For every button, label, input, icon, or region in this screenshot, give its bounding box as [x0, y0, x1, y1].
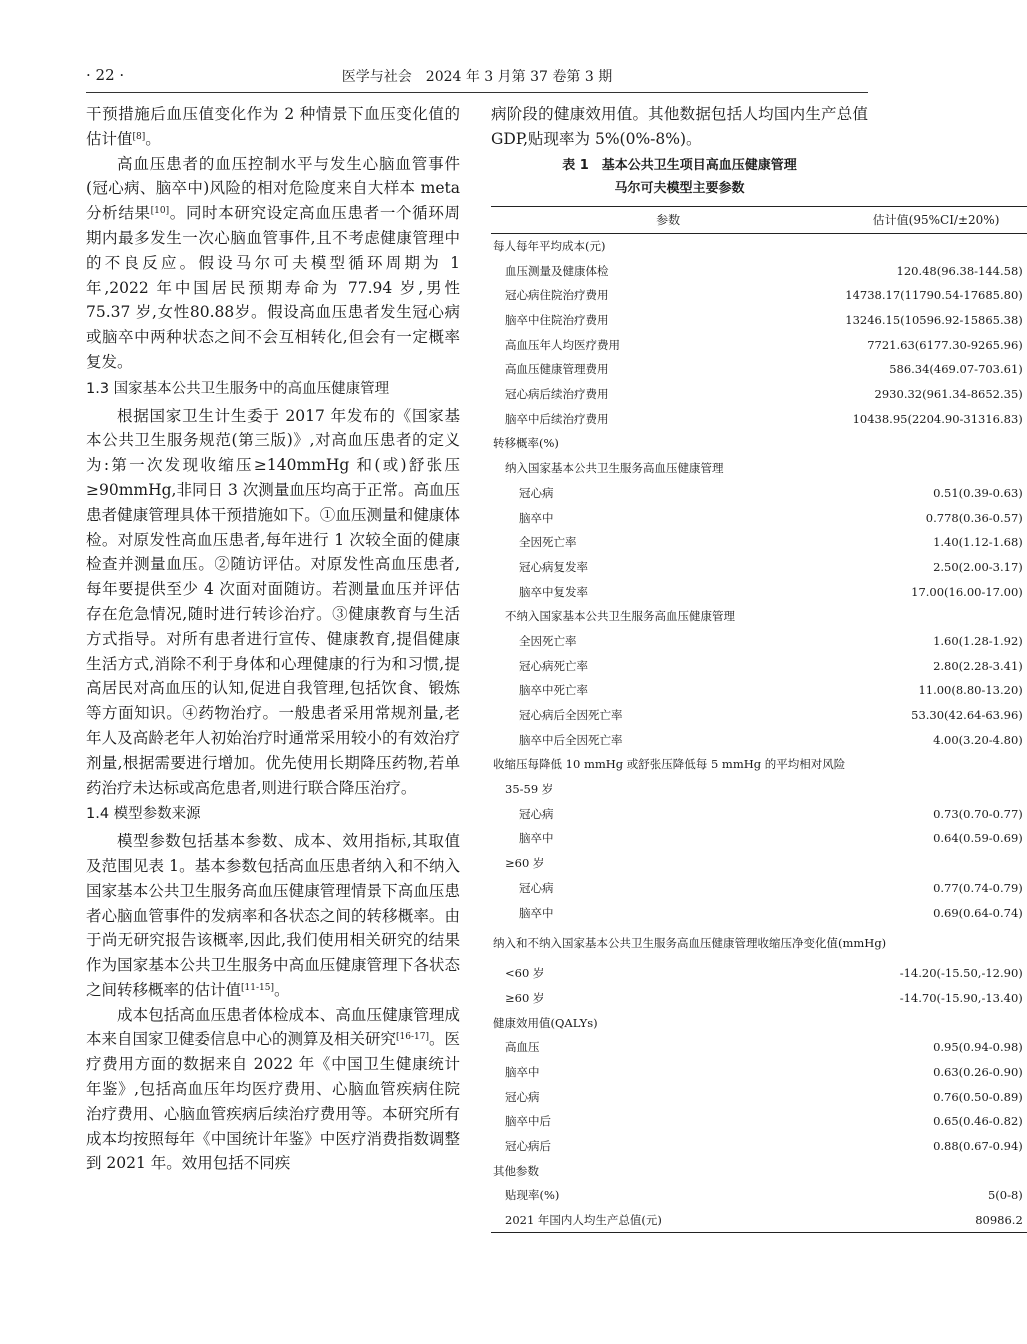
table-row: [491, 925, 1027, 961]
body-paragraph: [86, 404, 460, 801]
header-rule: [86, 92, 868, 93]
parameter-value: 0.88(0.67-0.94): [933, 1139, 1023, 1153]
parameter-label: 冠心病: [505, 1089, 540, 1104]
table-row: [491, 826, 1027, 851]
table-row: [491, 961, 1027, 986]
table-row: [491, 1109, 1027, 1134]
parameter-label: 脑卒中: [519, 510, 554, 525]
paragraph-text: 。同时本研究设定高血压患者一个循环周期内最多发生一次心脑血管事件,且不考虑健康管理中的不良反应。假设马尔可夫模型循环周期为 1 年,2022 年中国居民预期寿命为 77.94 岁,男性 75.37 岁,女性80.88岁。假设高血压患者发生冠心病或脑卒中两种状态之间不会互相转化,但会有一定概率复发。: [86, 204, 460, 371]
parameter-label: <60 岁: [505, 966, 545, 981]
parameter-value: 80986.2: [845, 1208, 1026, 1233]
parameter-value: [845, 233, 1026, 258]
table-row: [491, 1060, 1027, 1085]
parameter-value: 11.00(8.80-13.20): [918, 683, 1023, 698]
parameter-value: 2.80(2.28-3.41): [933, 658, 1023, 673]
parameter-value: [845, 604, 1026, 629]
body-paragraph: [86, 152, 460, 375]
parameter-label: 血压测量及健康体检: [505, 263, 609, 278]
parameter-value: 0.778(0.36-0.57): [925, 510, 1023, 525]
column-header-estimate: 估计值(95%CI/±20%): [845, 206, 1026, 233]
parameter-label: 不纳入国家基本公共卫生服务高血压健康管理: [505, 609, 735, 624]
parameter-label: 脑卒中死亡率: [519, 683, 588, 698]
parameter-value: [845, 1158, 1026, 1183]
parameter-value: 0.65(0.46-0.82): [933, 1114, 1023, 1129]
parameter-value: 0.63(0.26-0.90): [933, 1064, 1023, 1079]
parameter-label: 冠心病后续治疗费用: [505, 387, 609, 402]
table-row: [491, 332, 1027, 357]
parameter-value: [845, 777, 1026, 802]
parameter-label: 脑卒中住院治疗费用: [505, 313, 609, 327]
table-row: [491, 875, 1027, 900]
parameter-label: 脑卒中后续治疗费用: [505, 411, 609, 426]
parameter-value: 0.95(0.94-0.98): [933, 1040, 1023, 1055]
parameter-label: 35-59 岁: [505, 782, 554, 797]
table-row: [491, 986, 1027, 1011]
parameter-label: 冠心病后全因死亡率: [519, 708, 623, 722]
table-row: [491, 505, 1027, 530]
citation-ref: [16-17]: [396, 1032, 429, 1043]
table-row: [491, 283, 1027, 308]
parameter-label: 冠心病: [519, 485, 554, 500]
parameter-label: 纳入国家基本公共卫生服务高血压健康管理: [505, 461, 724, 476]
citation-ref: [10]: [150, 206, 170, 217]
parameter-value: [845, 456, 1026, 481]
table-row: [491, 555, 1027, 580]
parameter-label: 收缩压每降低 10 mmHg 或舒张压降低每 5 mmHg 的平均相对风险: [493, 757, 846, 772]
parameter-value: 17.00(16.00-17.00): [911, 584, 1023, 599]
table-row: [491, 579, 1027, 604]
table-row: [491, 703, 1027, 728]
parameter-label: 全因死亡率: [519, 535, 577, 550]
table-row: [491, 801, 1027, 826]
parameter-value: 1.40(1.12-1.68): [933, 535, 1023, 550]
parameter-label: 脑卒中: [505, 1064, 540, 1079]
table-row: [491, 900, 1027, 925]
table-row: [491, 727, 1027, 752]
table-caption-line1: 表 1 基本公共卫生项目高血压健康管理: [562, 157, 797, 173]
table-row: [491, 752, 1027, 777]
parameter-value: 53.30(42.64-63.96): [911, 708, 1023, 722]
body-paragraph: [86, 829, 460, 1003]
parameter-value: 586.34(469.07-703.61): [889, 362, 1023, 377]
parameter-label: 高血压健康管理费用: [505, 362, 609, 377]
table-row: [491, 406, 1027, 431]
parameter-label: 脑卒中后全因死亡率: [519, 732, 623, 747]
parameter-value: [845, 431, 1026, 456]
parameter-value: -14.70(-15.90,-13.40): [899, 990, 1023, 1005]
right-column: [491, 102, 1023, 1233]
table-row: [491, 1208, 1027, 1233]
running-title: 医学与社会 2024 年 3 月第 37 卷第 3 期: [341, 69, 613, 85]
parameter-label: 冠心病住院治疗费用: [505, 288, 609, 303]
parameter-label: 其他参数: [493, 1163, 539, 1178]
parameter-value: 4.00(3.20-4.80): [933, 732, 1023, 747]
parameter-label: 高血压年人均医疗费用: [505, 337, 620, 352]
parameter-label: 冠心病死亡率: [519, 658, 588, 673]
table-row: [491, 258, 1027, 283]
parameter-value: 0.77(0.74-0.79): [933, 880, 1023, 895]
table-row: [491, 357, 1027, 382]
parameter-label: 脑卒中后: [505, 1114, 551, 1129]
table-row: [491, 480, 1027, 505]
table-row: [491, 1134, 1027, 1159]
parameter-value: 13246.15(10596.92-15865.38): [845, 313, 1023, 327]
parameter-label: 纳入和不纳入国家基本公共卫生服务高血压健康管理收缩压净变化值(mmHg): [493, 935, 887, 950]
table-row: [491, 1010, 1027, 1035]
parameter-label: 冠心病: [519, 806, 554, 821]
table-row: [491, 431, 1027, 456]
table-row: [491, 1158, 1027, 1183]
parameter-value: 0.76(0.50-0.89): [933, 1089, 1023, 1104]
parameter-label: 2021 年国内人均生产总值(元): [491, 1208, 845, 1233]
table-row: [491, 530, 1027, 555]
citation-ref: [11-15]: [241, 982, 274, 993]
table-row: [491, 777, 1027, 802]
parameter-label: ≥60 岁: [505, 990, 545, 1005]
table-row: [491, 233, 1027, 258]
table-row: [491, 1084, 1027, 1109]
parameter-value: 14738.17(11790.54-17685.80): [845, 288, 1023, 303]
parameter-label: 高血压: [505, 1040, 540, 1055]
table-header-row: [491, 206, 1027, 233]
parameter-value: 10438.95(2204.90-31316.83): [852, 411, 1023, 426]
paragraph-text: 。: [145, 129, 161, 148]
table-row: [491, 308, 1027, 333]
paragraph-text: 根据国家卫生计生委于 2017 年发布的《国家基本公共卫生服务规范(第三版)》,对高血压患者的定义为:第一次发现收缩压≥140mmHg 和(或)舒张压≥90mmHg,非同日 3 次测量血压均高于正常。高血压患者健康管理具体干预措施如下。①血压测量和健康体检。对原发性高血压患者,每年进行 1 次较全面的健康检查并测量血压。②随访评估。对原发性高血压患者,每年要提供至少 4 次面对面随访。若测量血压并评估存在危急情况,随时进行转诊治疗。③健康教育与生活方式指导。对所有患者进行宣传、健康教育,提倡健康生活方式,消除不利于身体和心理健康的行为和习惯,提高居民对高血压的认知,促进自我管理,包括饮食、锻炼等方面知识。④药物治疗。一般患者采用常规剂量,老年人及高龄老年人初始治疗时通常采用较小的有效治疗剂量,根据需要进行增加。优先使用长期降压药物,若单药治疗未达标或高危患者,则进行联合降压治疗。: [86, 406, 460, 797]
parameter-label: 脑卒中: [519, 831, 554, 846]
parameter-value: 120.48(96.38-144.58): [896, 263, 1023, 278]
paragraph-text: 。医疗费用方面的数据来自 2022 年《中国卫生健康统计年鉴》,包括高血压年均医疗费用、心脑血管疾病住院治疗费用、心脑血管疾病后续治疗费用等。本研究所有成本均按照每年《中国统计年鉴》中医疗消费指数调整到 2021 年。效用包括不同疾: [86, 1030, 460, 1173]
parameter-value: [845, 752, 1026, 777]
parameter-label: 转移概率(%): [493, 436, 559, 451]
section-heading: 1.4 模型参数来源: [86, 806, 201, 823]
parameter-value: [845, 1010, 1026, 1035]
table-row: [491, 382, 1027, 407]
parameter-label: 贴现率(%): [505, 1188, 560, 1203]
parameter-label: 全因死亡率: [519, 633, 577, 648]
parameter-value: 0.69(0.64-0.74): [933, 905, 1023, 920]
parameter-value: 5(0-8): [987, 1188, 1023, 1203]
parameter-value: -14.20(-15.50,-12.90): [899, 966, 1023, 981]
parameter-label: 冠心病: [519, 880, 554, 895]
parameter-label: 冠心病后: [505, 1139, 551, 1153]
parameter-value: 7721.63(6177.30-9265.96): [867, 337, 1023, 352]
table-row: [491, 456, 1027, 481]
parameters-table: [491, 206, 1027, 1234]
table-caption-line2: 马尔可夫模型主要参数: [614, 180, 745, 196]
parameter-value: 2930.32(961.34-8652.35): [874, 387, 1023, 402]
table-row: [491, 629, 1027, 654]
page-header: [86, 66, 868, 88]
parameter-label: 脑卒中: [519, 905, 554, 920]
paragraph-text: 模型参数包括基本参数、成本、效用指标,其取值及范围见表 1。基本参数包括高血压患者纳入和不纳入国家基本公共卫生服务高血压健康管理情景下高血压患者心脑血管事件的发病率和各状态之间的转移概率。由于尚无研究报告该概率,因此,我们使用相关研究的结果作为国家基本公共卫生服务中高血压健康管理下各状态之间转移概率的估计值: [86, 832, 460, 999]
table-row: [491, 678, 1027, 703]
page-number: · 22 ·: [86, 66, 125, 84]
body-paragraph: [86, 102, 460, 152]
parameter-value: 1.60(1.28-1.92): [933, 633, 1023, 648]
parameter-label: 冠心病复发率: [519, 559, 588, 574]
section-heading: 1.3 国家基本公共卫生服务中的高血压健康管理: [86, 380, 390, 397]
table-row: [491, 604, 1027, 629]
parameter-value: 0.64(0.59-0.69): [933, 831, 1023, 846]
parameter-value: 0.73(0.70-0.77): [933, 806, 1023, 821]
parameter-value: [845, 851, 1026, 876]
parameter-label: 每人每年平均成本(元): [493, 238, 606, 253]
table-caption: [491, 154, 868, 200]
table-row: [491, 851, 1027, 876]
parameter-label: ≥60 岁: [505, 856, 545, 871]
right-intro-paragraph: 病阶段的健康效用值。其他数据包括人均国内生产总值 GDP,贴现率为 5%(0%-8%)。: [491, 105, 868, 148]
citation-ref: [8]: [132, 131, 146, 142]
table-body: [491, 233, 1027, 1233]
body-paragraph: [86, 1003, 460, 1177]
paragraph-text: 高血压患者的血压控制水平与发生心脑血管事件(冠心病、脑卒中)风险的相对危险度来自大样本 meta 分析结果: [86, 154, 460, 223]
table-row: [491, 1183, 1027, 1208]
parameter-label: 脑卒中复发率: [519, 584, 588, 599]
column-header-parameter: 参数: [491, 206, 845, 233]
paragraph-text: 成本包括高血压患者体检成本、高血压健康管理成本来自国家卫健委信息中心的测算及相关研究: [86, 1005, 460, 1049]
left-column: [86, 102, 460, 1176]
table-row: [491, 653, 1027, 678]
table-row: [491, 1035, 1027, 1060]
parameter-value: 0.51(0.39-0.63): [933, 485, 1023, 500]
parameter-label: 健康效用值(QALYs): [493, 1015, 598, 1030]
parameter-value: 2.50(2.00-3.17): [933, 559, 1023, 574]
paragraph-text: 干预措施后血压值变化作为 2 种情景下血压变化值的估计值: [86, 105, 460, 148]
paragraph-text: 。: [273, 980, 290, 999]
